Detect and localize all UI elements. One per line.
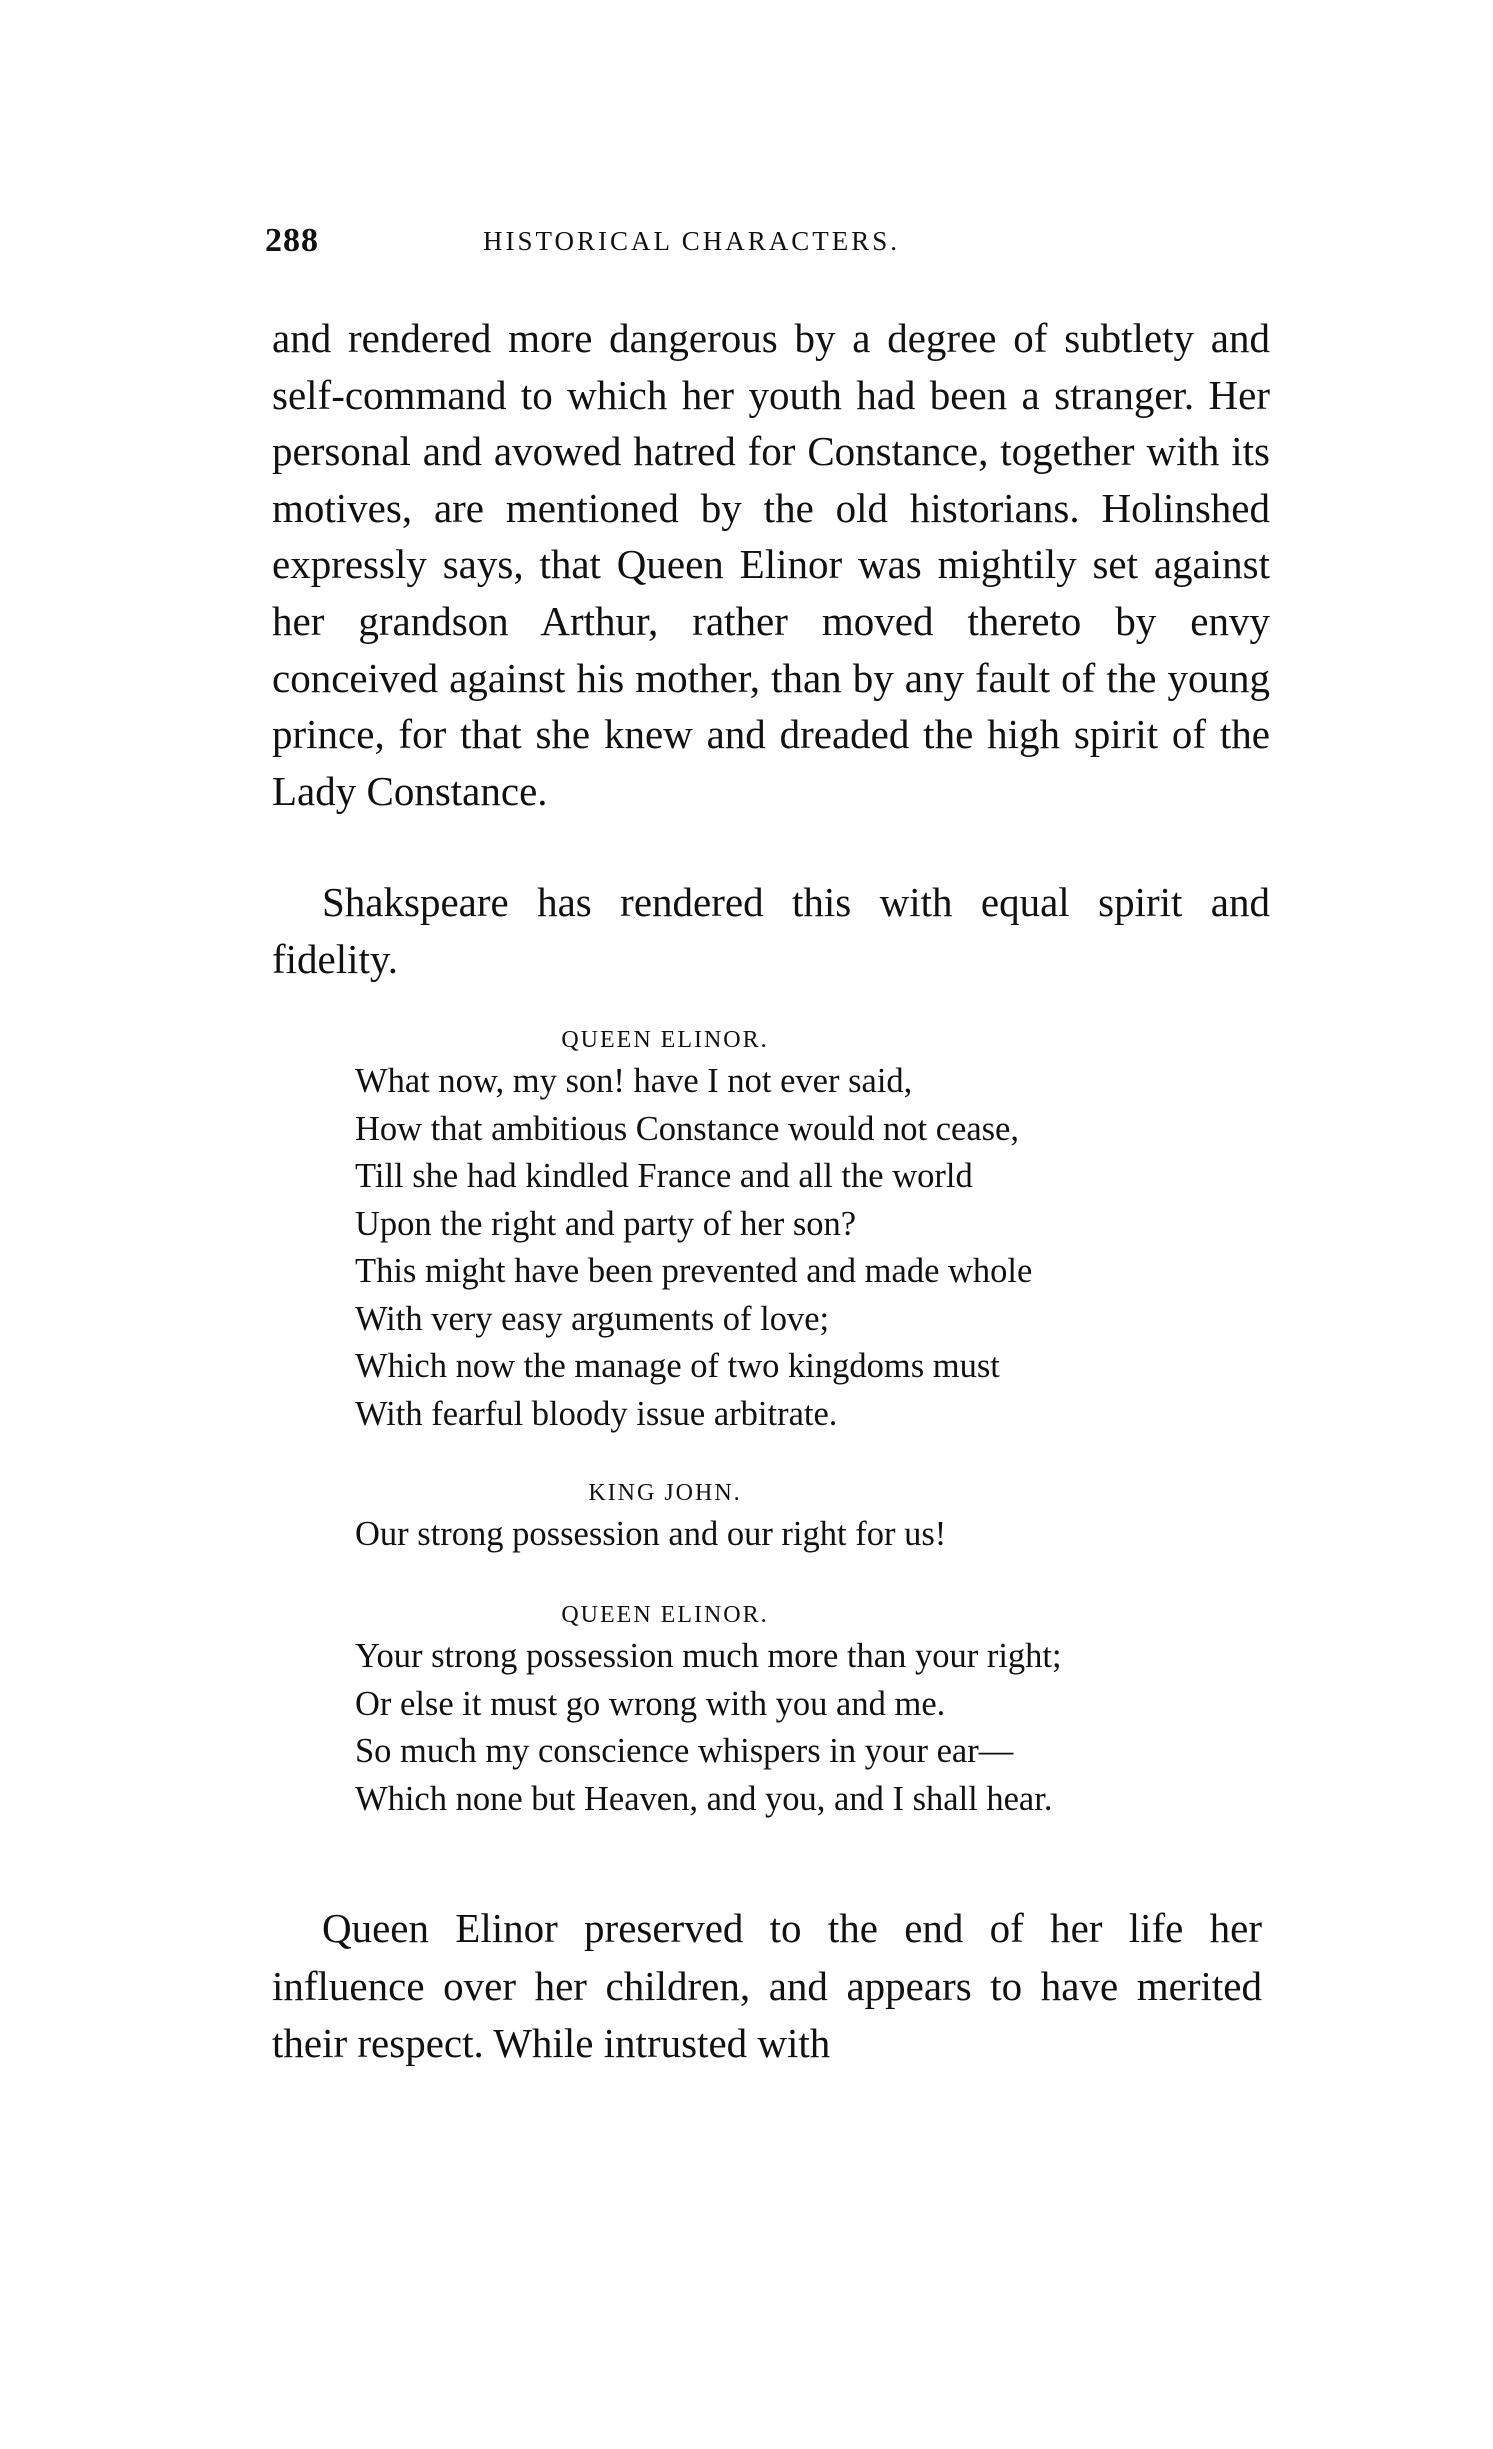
verse-line: So much my conscience whispers in your ear— [355, 1732, 1014, 1770]
page-number: 288 [265, 222, 319, 259]
speech-king-john [355, 1475, 1255, 1559]
speech-queen-elinor-2 [355, 1597, 1255, 1823]
verse-line: Or else it must go wrong with you and me. [355, 1684, 946, 1723]
verse-line: Your strong possession much more than your right; [355, 1637, 1062, 1675]
verse-line: What now, my son! have I not ever said, [355, 1062, 913, 1100]
verse-line: Which none but Heaven, and you, and I shall hear. [355, 1779, 1053, 1818]
running-head: HISTORICAL CHARACTERS. [483, 226, 901, 256]
verse-line: With very easy arguments of love; [355, 1299, 830, 1338]
verse-line: Till she had kindled France and all the world [355, 1157, 973, 1195]
speech-queen-elinor-1 [355, 1022, 1255, 1438]
verse-line: How that ambitious Constance would not cease, [355, 1109, 1019, 1148]
verse-line: With fearful bloody issue arbitrate. [355, 1394, 838, 1433]
verse-lines [355, 1633, 1255, 1823]
speaker-name: QUEEN ELINOR. [561, 1602, 769, 1628]
paragraph-2: Shakspeare has rendered this with equal spirit and fidelity. [272, 879, 1270, 982]
paragraph-3: Queen Elinor preserved to the end of her life her influence over her children, and appears to have merited their respect. While intrusted with [272, 1905, 1262, 2067]
verse-lines [355, 1058, 1255, 1438]
verse-line: Upon the right and party of her son? [355, 1204, 857, 1243]
verse-line: This might have been prevented and made whole [355, 1252, 1033, 1290]
verse-lines [355, 1511, 1255, 1559]
speaker-name: QUEEN ELINOR. [561, 1027, 769, 1053]
verse-line: Which now the manage of two kingdoms must [355, 1347, 1000, 1385]
verse-line: Our strong possession and our right for us! [355, 1515, 947, 1553]
page-header [265, 222, 1045, 272]
paragraph-1: and rendered more dangerous by a degree of subtlety and self-command to which her youth had been a stranger. Her personal and avowed hatred for Constance, together with its motives, are mentioned by the old historians. Holinshed expressly says, that Queen Elinor was mightily set against her grandson Arthur, rather moved thereto by envy conceived against his mother, than by any fault of the young prince, for that she knew and dreaded the high spirit of the Lady Constance. [272, 315, 1270, 814]
speaker-name: KING JOHN. [588, 1480, 742, 1506]
